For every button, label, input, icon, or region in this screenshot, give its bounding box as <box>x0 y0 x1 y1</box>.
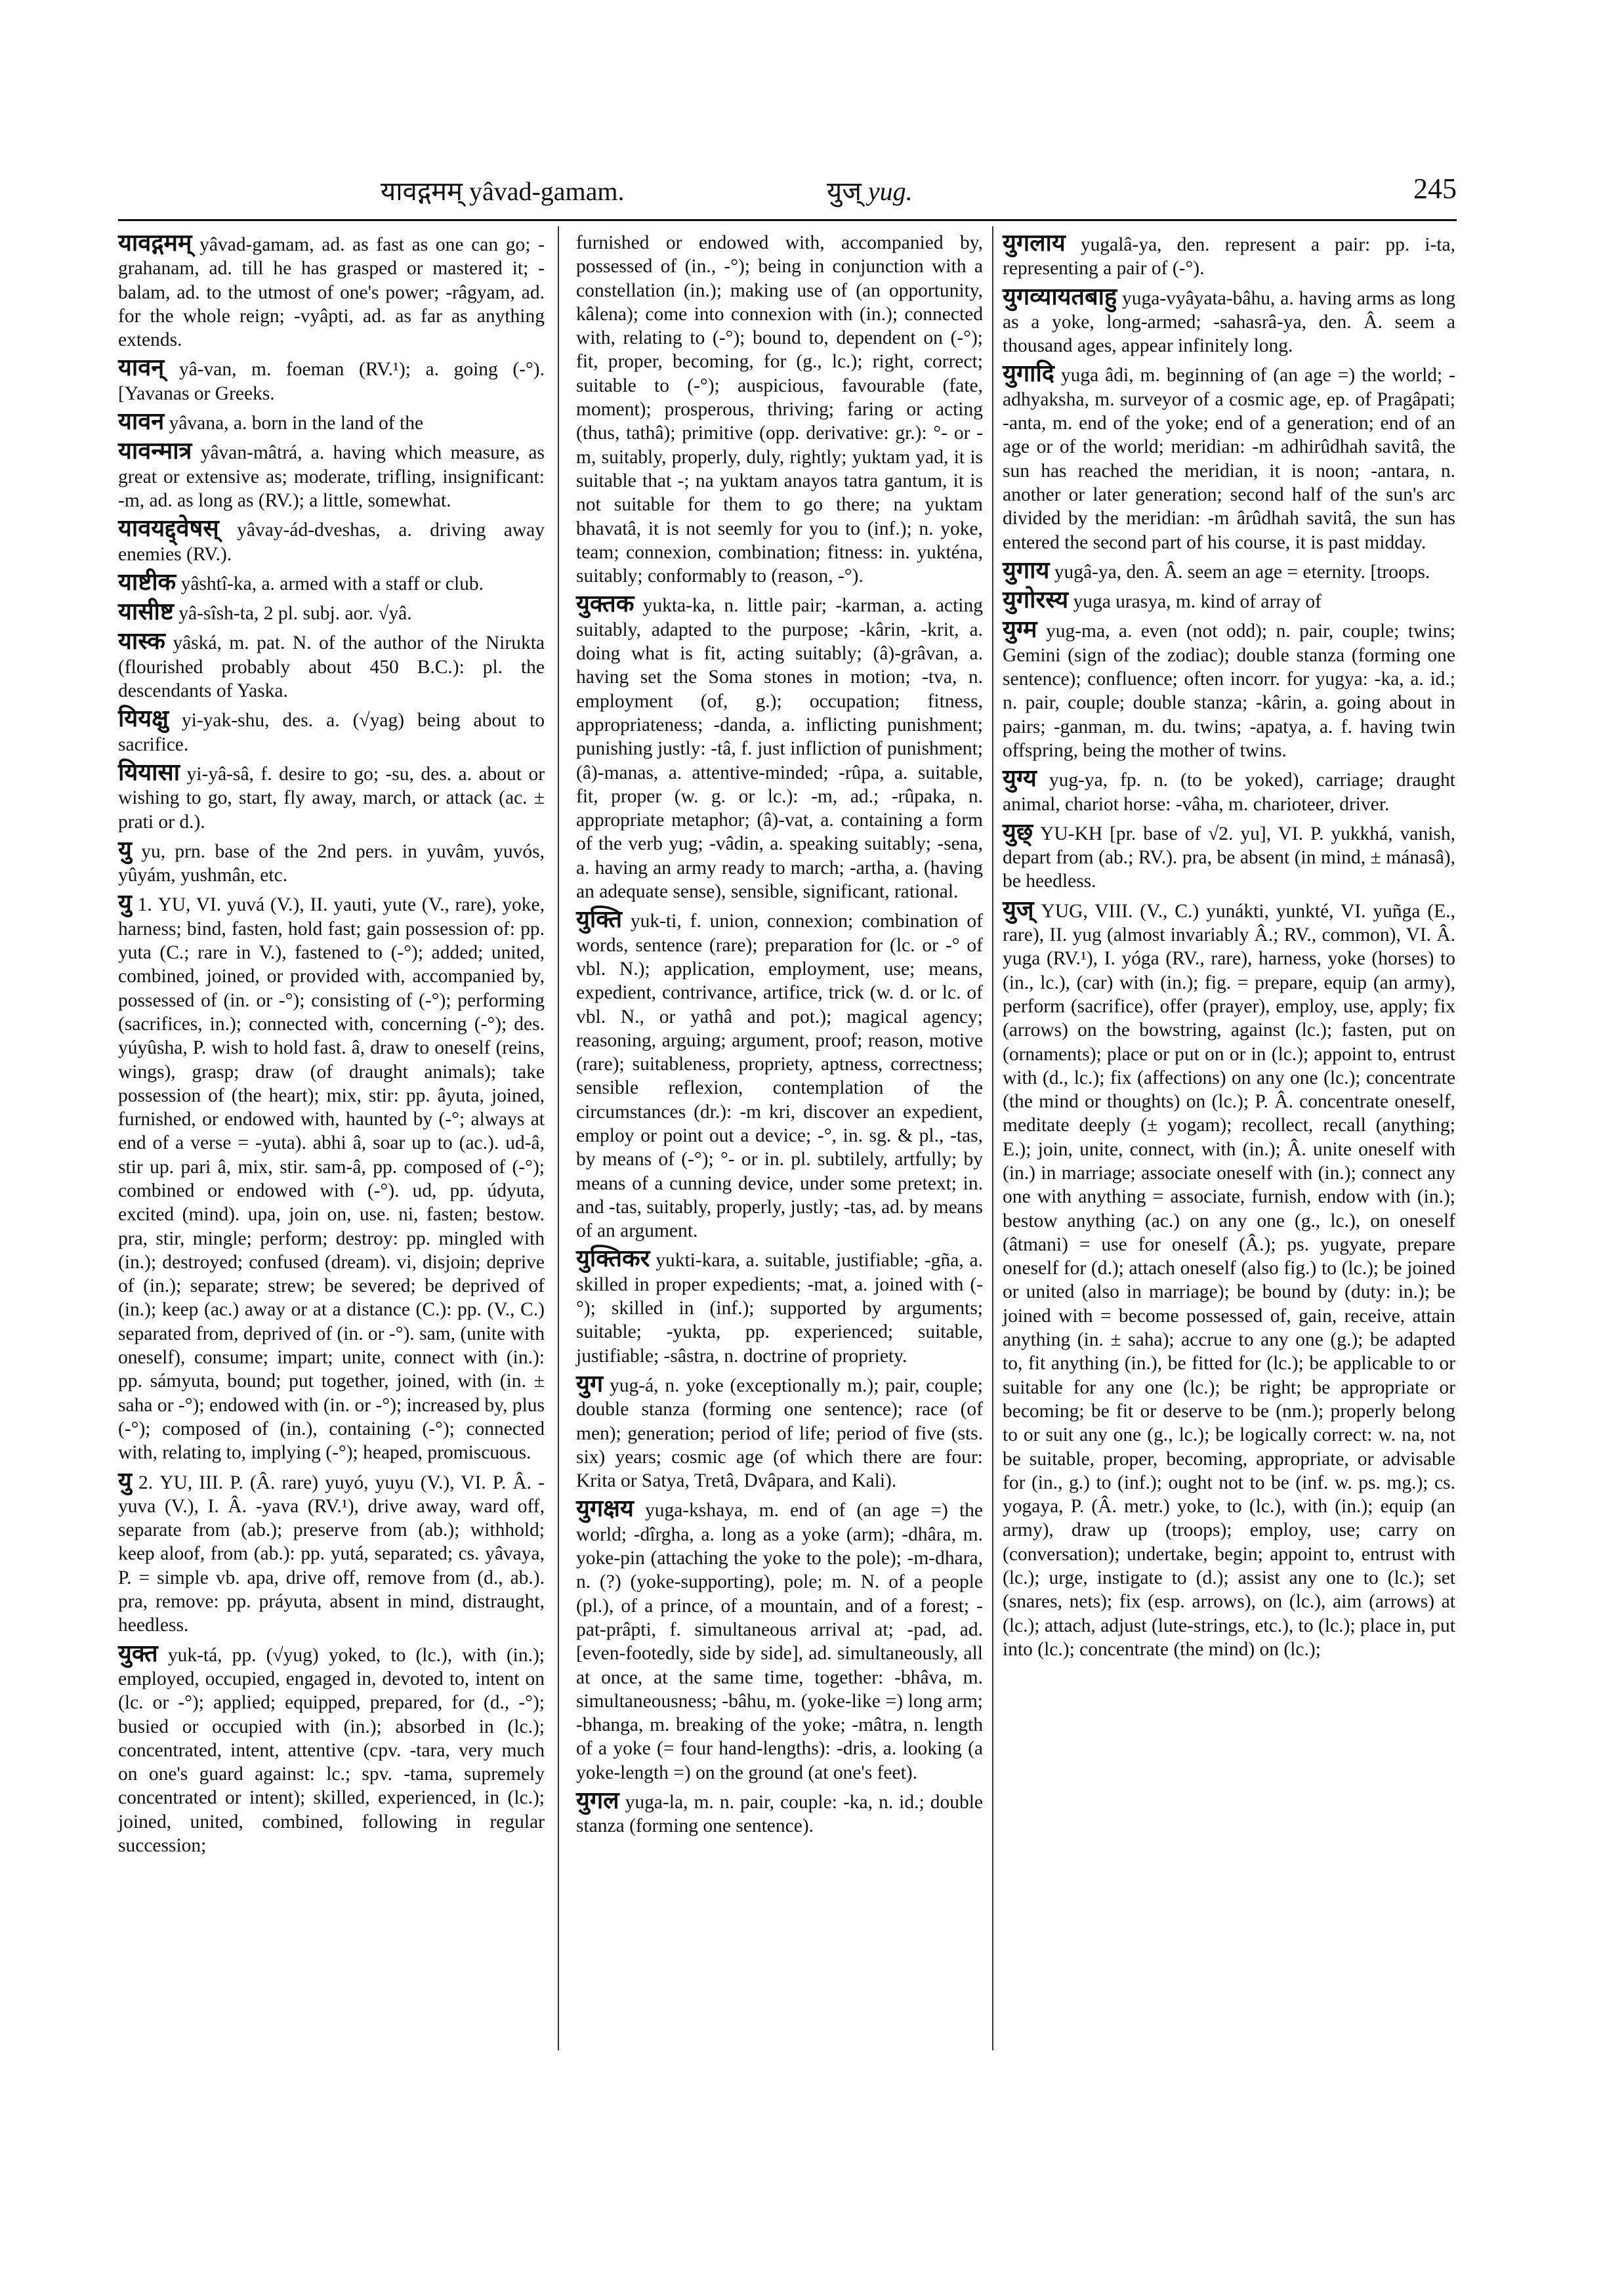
entry-text: yu, prn. base of the 2nd pers. in yuvâm, yuvós, yûyám, yushmân, etc. <box>118 840 545 886</box>
header-left-devanagari: यावद्गमम् <box>381 176 463 206</box>
dictionary-entry <box>118 707 545 756</box>
entry-text: yuga-la, m. n. pair, couple: -ka, n. id.; double stanza (forming one sentence). <box>576 1792 984 1837</box>
dictionary-entry <box>118 1469 545 1638</box>
headword: यावयद्द्वेषस् <box>118 515 219 542</box>
entry-text: YUG, VIII. (V., C.) yunákti, yunkté, VI. yuñga (E., rare), II. yug (almost invariably Â.; RV., common), VI. Â. yuga (RV.¹), I. yóga (RV., rare), harness, yoke (horses) to (in., lc.), (car) with (in.); fig. = prepare, equip (an army), perform (sacrifice), offer (prayer), employ, use, apply; fix (arrows) on the bowstring, against (lc.); fasten, put on (ornaments); place or put on or in (lc.); appoint to, entrust with (d., lc.); fix (affections) on any one (lc.); concentrate (the mind or thoughts) on (lc.); P. Â. concentrate oneself, meditate deeply (± yogam); recollect, recall (anything; E.); join, unite, connect, with (in.); Â. unite oneself with (in.) in marriage; associate oneself with (in.); connect any one with anything = associate, furnish, endow with (in.); bestow anything (ac.) on any one (g., lc.), on oneself (âtmani) = use for oneself (Â.); ps. yugyate, prepare oneself for (d.); attach oneself (also fig.) to (lc.); be joined or united (also in marriage); be bound by (duty: in.); be joined with = become possessed of, gain, receive, attain anything (in. ± saha); accrue to any one (g.); be adapted to, fit anything (in.), be fitted for (lc.); be applicable to or suitable for any one (lc.); be right; be appropriate or becoming; be fit or deserve to be (nm.); properly belong to or suit any one (g., lc.); be logically correct: w. na, not be suitable, proper, becoming, appropriate, or advisable for (in., g.) to (inf.); ought not to be (inf. w. ps. mg.); cs. yogaya, P. (Â. metr.) yoke, to (lc.), with (in.); equip (an army), draw up (troops); employ, use; carry on (conversation); undertake, begin; appoint to, entrust with (lc.); urge, instigate to (d.); assist any one to (lc.); set (snares, nets); fix (esp. arrows), on (lc.), aim (arrows) at (lc.); attach, adjust (lute-strings, etc.), to (lc.); place in, put into (lc.); concentrate (the mind) on (lc.); <box>1003 900 1455 1660</box>
headword: यावद्गमम् <box>118 230 192 256</box>
dictionary-entry <box>576 907 983 1243</box>
headword: यु <box>118 1467 132 1494</box>
entry-text: yuga urasya, m. kind of array of <box>1073 591 1322 613</box>
entry-text: yugalâ-ya, den. represent a pair: pp. i-ta, representing a pair of (-°). <box>1003 234 1455 279</box>
headword: युग <box>576 1370 604 1397</box>
headword: युगल <box>576 1787 619 1813</box>
headword: युक्ति <box>576 906 623 933</box>
column-divider <box>992 226 993 2050</box>
column-2 <box>576 231 983 1842</box>
page-number: 245 <box>1413 173 1457 205</box>
header-left <box>381 172 625 208</box>
headword: यावन्मात्र <box>118 438 192 465</box>
dictionary-entry <box>118 356 545 405</box>
entry-text: yukti-kara, a. suitable, justifiable; -gña, a. skilled in proper expedients; -mat, a. joined with (-°); skilled in (inf.); supported by arguments; suitable; -yukta, pp. experienced; suitable, justifiable; -sâstra, n. doctrine of propriety. <box>576 1250 983 1367</box>
dictionary-entry <box>1003 362 1455 554</box>
headword: यासीष्ट <box>118 598 174 625</box>
entry-text: yuk-tá, pp. (√yug) yoked, to (lc.), with (in.); employed, occupied, engaged in, devoted to, intent on (lc. or -°); applied; equipped, prepared, for (d., -°); busied or occupied with (in.); absorbed in (lc.); concentrated, intent, attentive (cpv. -tara, very much on one's guard against: lc.; spv. -tama, supremely concentrated or intent); skilled, experienced, in (lc.); joined, united, combined, following in regular succession; <box>118 1644 545 1856</box>
dictionary-entry <box>118 838 545 888</box>
entry-text: furnished or endowed with, accompanied by, possessed of (in., -°); being in conjunction with a constellation (in.); making use of (an opportunity, kâlena); come into connexion with (in.); connected with, relating to (-°); bound to, dependent on (-°); fit, proper, becoming, for (g., lc.); right, correct; suitable to (-°); auspicious, favourable (fate, moment); prosperous, thriving; faring or acting (thus, tathâ); primitive (opp. derivative: gr.): °- or -m, suitably, properly, duly, rightly; yuktam yad, it is suitable that -; na yuktam anayos tatra gantum, it is not suitable for them to go there; na yuktam bhavatâ, it is not seemly for you to (inf.); n. yoke, team; connexion, combination; fitness: in. yukténa, suitably; conformably to (reason, -°). <box>576 232 983 587</box>
entry-text: yugâ-ya, den. Â. seem an age = eternity. [troops. <box>1054 561 1430 583</box>
dictionary-entry <box>118 409 545 435</box>
dictionary-entry <box>1003 820 1455 894</box>
dictionary-entry <box>118 760 545 834</box>
entry-text: YU-KH [pr. base of √2. yu], VI. P. yukkhá, vanish, depart from (ab.; RV.). pra, be absent (in mind, ± mánasâ), be heedless. <box>1003 823 1455 892</box>
headword: यावन् <box>118 354 165 381</box>
entry-text: yuga-vyâyata-bâhu, a. having arms as long as a yoke, long-armed; -sahasrâ-ya, den. Â. seem a thousand ages, appear infinitely long. <box>1003 287 1456 357</box>
headword: युग्म <box>1003 616 1037 643</box>
column-3 <box>1003 231 1455 1665</box>
headword: यु <box>118 890 132 917</box>
entry-text: yâská, m. pat. N. of the author of the Nirukta (flourished probably about 450 B.C.): pl. the descendants of Yaska. <box>118 632 545 702</box>
headword: युगाय <box>1003 556 1050 583</box>
headword: युगव्यायतबाहु <box>1003 283 1117 310</box>
entry-text: yâ-van, m. foeman (RV.¹); a. going (-°). [Yavanas or Greeks. <box>118 359 545 404</box>
entry-text: yâ-sîsh-ta, 2 pl. subj. aor. √yâ. <box>178 603 412 625</box>
headword: याष्टीक <box>118 568 177 595</box>
dictionary-entry <box>118 1642 545 1858</box>
entry-text: yâvan-mâtrá, a. having which measure, as great or extensive as; moderate, trifling, insignificant: -m, ad. as long as (RV.); a little, somewhat. <box>118 442 545 511</box>
dictionary-entry <box>576 592 983 903</box>
entry-text: yuga-kshaya, m. end of (an age =) the world; -dîrgha, a. long as a yoke (arm); -dhâra, m. yoke-pin (attaching the yoke to the pole); -m-dhara, n. (?) (yoke-supporting), pole; m. N. of a people (pl.), of a prince, of a mountain, and of a forest; -pat-prâpti, f. simultaneous arrival at; -pad, ad. [even-footedly, side by side], ad. simultaneously, all at once, at the same time, together: -bhâva, m. simultaneousness; -bâhu, m. (yoke-like =) long arm; -bhanga, m. breaking of the yoke; -mâtra, n. length of a yoke (= four hand-lengths): -dris, a. looking (a yoke-length =) on the ground (at one's feet). <box>576 1500 983 1783</box>
entry-text: yâvana, a. born in the land of the <box>169 413 424 434</box>
headword: युक्त <box>118 1640 158 1666</box>
dictionary-entry <box>118 439 545 512</box>
headword: यावन <box>118 408 165 435</box>
column-1 <box>118 231 545 1861</box>
running-header <box>118 172 1457 211</box>
headword: युगलाय <box>1003 230 1066 256</box>
dictionary-entry <box>118 570 545 596</box>
dictionary-entry <box>118 629 545 703</box>
entry-text: yuk-ti, f. union, connexion; combination of words, sentence (rare); preparation for (lc. or -° of vbl. N.); application, employment, use; means, expedient, contrivance, artifice, trick (w. d. or lc. of vbl. N., or yathâ and pot.); magical agency; reasoning, arguing; argument, proof; reason, motive (rare); suitableness, propriety, aptness, correctness; sensible reflexion, contemplation of the circumstances (dr.): -m kri, discover an expedient, employ or point out a device; -°, in. sg. & pl., -tas, by means of (-°); °- or in. pl. subtilely, artfully; by means of a cunning device, under some pretext; in. and -tas, suitably, properly, justly; -tas, ad. by means of an argument. <box>576 911 983 1242</box>
dictionary-entry <box>576 1247 983 1367</box>
header-left-roman: yâvad-gamam. <box>468 176 625 206</box>
entry-text: yi-yak-shu, des. a. (√yag) being about to sacrifice. <box>118 710 545 755</box>
headword: यियासा <box>118 758 180 785</box>
entry-text: yâvay-ád-dveshas, a. driving away enemies (RV.). <box>118 520 545 565</box>
dictionary-entry <box>1003 231 1455 281</box>
dictionary-entry <box>118 600 545 625</box>
dictionary-entry <box>576 1788 983 1838</box>
headword: यियक्षु <box>118 705 169 732</box>
header-center-roman: yug. <box>867 176 913 206</box>
entry-text: yâvad-gamam, ad. as fast as one can go; -grahanam, ad. till he has grasped or mastered it; -balam, ad. to the utmost of one's power; -râgyam, ad. for the whole reign; -vyâpti, ad. as far as anything extends. <box>118 234 545 351</box>
column-divider <box>558 226 559 2050</box>
entry-text: yuga âdi, m. beginning of (an age =) the world; -adhyaksha, m. surveyor of a cosmic age, ep. of Pragâpati; -anta, m. end of the yoke; end of a generation; end of an age or of the world; meridian: -m adhirûdhah savitâ, the sun has reached the meridian, it is noon; -antara, n. another or later generation; second half of the sun's arc divided by the meridian: -m ârûdhah savitâ, the sun has entered the second part of his course, it is past midday. <box>1003 365 1455 553</box>
headword: युछ् <box>1003 818 1033 845</box>
dictionary-entry <box>1003 285 1455 358</box>
entry-text: 2. YU, III. P. (Â. rare) yuyó, yuyu (V.), VI. P. Â. -yuva (V.), I. Â. -yava (RV.¹), drive away, ward off, separate from (ab.); preserve from (ab.); withhold; keep aloof, from (ab.): pp. yutá, separated; cs. yâvaya, P. = simple vb. apa, drive off, remove from (d., ab.). pra, remove: pp. práyuta, absent in mind, distraught, heedless. <box>118 1472 545 1636</box>
dictionary-entry <box>576 1372 983 1493</box>
dictionary-entry <box>1003 558 1455 584</box>
entry-text: yukta-ka, n. little pair; -karman, a. acting suitably, adapted to the purpose; -kârin, -krit, a. doing what is fit, acting suitably; (â)-grâvan, a. having set the Soma stones in motion; -tva, n. employment (of, g.); occupation; fitness, appropriateness; -danda, a. inflicting punishment; punishing justly: -tâ, f. just infliction of punishment; (â)-manas, a. attentive-minded; -rûpa, a. suitable, fit, proper (w. g. or lc.): -m, ad.; -rûpaka, n. appropriate metaphor; (â)-vat, a. containing a form of the verb yug; -vâdin, a. speaking suitably; -sena, a. having an army ready to march; -artha, a. (having an adequate sense), sensible, significant, rational. <box>576 595 984 903</box>
headword: युगक्षय <box>576 1495 634 1522</box>
headword: यु <box>118 836 132 863</box>
headword: युगोरस्य <box>1003 587 1069 613</box>
dictionary-entry <box>118 516 545 566</box>
dictionary-entry <box>1003 766 1455 816</box>
headword: युक्तिकर <box>576 1245 650 1272</box>
headword: युगादि <box>1003 360 1054 387</box>
entry-text: yug-ya, fp. n. (to be yoked), carriage; draught animal, chariot horse: -vâha, m. charioteer, driver. <box>1003 770 1455 815</box>
entry-text: yi-yâ-sâ, f. desire to go; -su, des. a. about or wishing to go, start, fly away, march, or attack (ac. ± prati or d.). <box>118 763 545 833</box>
dictionary-entry <box>118 231 545 352</box>
headword: युक्तक <box>576 590 635 617</box>
dictionary-entry <box>1003 588 1455 613</box>
entry-text: yug-á, n. yoke (exceptionally m.); pair, couple; double stanza (forming one sentence); race (of men); generation; period of life; period of five (sts. six) years; cosmic age (of which there are four: Krita or Satya, Tretâ, Dvâpara, and Kali). <box>576 1375 983 1492</box>
headword: युज् <box>1003 896 1034 922</box>
dictionary-entry <box>576 1497 983 1785</box>
dictionary-entry <box>576 231 983 588</box>
header-rule <box>118 219 1457 221</box>
entry-text: yug-ma, a. even (not odd); n. pair, couple; twins; Gemini (sign of the zodiac); double stanza (forming one sentence); confluence; often incorr. for yugya: -ka, a. id.; n. pair, couple; double stanza; -kârin, a. going about in pairs; -ganman, m. du. twins; -apatya, a. f. having twin offspring, being the mother of twins. <box>1003 621 1455 761</box>
entry-text: yâshtî-ka, a. armed with a staff or club. <box>180 573 484 594</box>
header-center-devanagari: युज् <box>827 176 862 206</box>
entry-text: 1. YU, VI. yuvá (V.), II. yauti, yute (V., rare), yoke, harness; bind, fasten, hold fast; gain possession of: pp. yuta (C.; rare in V.), fastened to (-°); added; united, combined, joined, or provided with, accompanied by, possessed of (in. or -°); consisting of (-°); performing (sacrifices, in.); connected with, concerning (-°); des. yúyûsha, P. wish to hold fast. â, draw to oneself (reins, wings), grasp; draw (of draught animals); take possession of (the heart); mix, stir: pp. âyuta, joined, furnished, or endowed with, haunted by (-°; always at end of a verse = -yuta). abhi â, soar up to (ac.). ud-â, stir up. pari â, mix, stir. sam-â, pp. composed of (-°); combined or endowed with (-°). ud, pp. údyuta, excited (mind). upa, join on, use. ni, fasten; bestow. pra, stir, mingle; perform; destroy: pp. mingled with (in.); destroyed; confused (dream). vi, disjoin; deprive of (in.); separate; strew; be severed; be deprived of (in.); keep (ac.) away or at a distance (C.): pp. (V., C.) separated from, deprived of (in. or -°). sam, (unite with oneself), consume; impart; unite, connect with (in.): pp. sámyuta, bound; put together, joined, with (in. ± saha or -°); endowed with (in. or -°); increased by, plus (-°); composed of (in.), containing (-°); connected with, relating to, implying (-°); heaped, promiscuous. <box>118 894 545 1464</box>
dictionary-entry <box>118 891 545 1464</box>
headword: यास्क <box>118 628 165 655</box>
headword: युग्य <box>1003 765 1037 792</box>
dictionary-entry <box>1003 617 1455 762</box>
dictionary-entry <box>1003 898 1455 1662</box>
header-center <box>827 172 913 208</box>
